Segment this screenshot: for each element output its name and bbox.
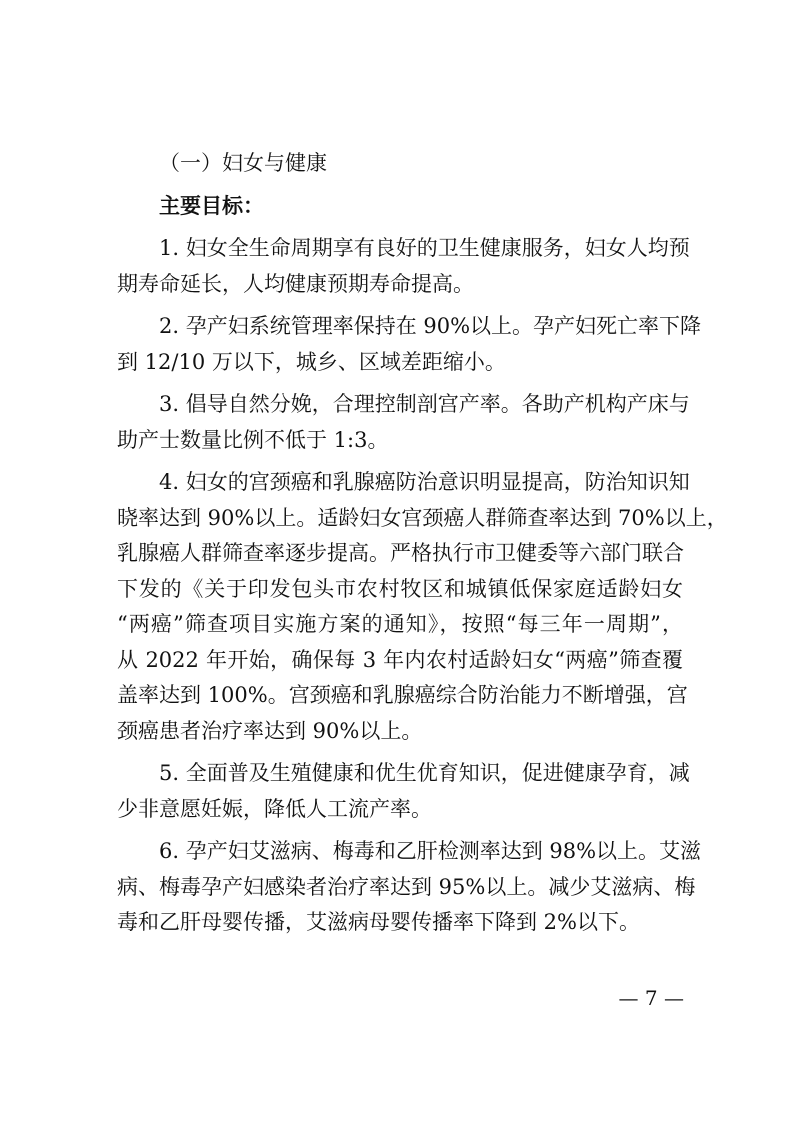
paragraph-line: 病、梅毒孕产妇感染者治疗率达到 95%以上。减少艾滋病、梅 bbox=[117, 874, 696, 899]
goal-item-2 bbox=[117, 309, 702, 380]
paragraph-line: 5. 全面普及生殖健康和优生优育知识，促进健康孕育，减 bbox=[159, 761, 690, 785]
paragraph-line: “两癌”筛查项目实施方案的通知》，按照“每三年一周期”， bbox=[117, 612, 683, 636]
goal-item-1 bbox=[117, 231, 690, 302]
page-number: — 7 — bbox=[618, 986, 684, 1010]
paragraph-line: 从 2022 年开始，确保每 3 年内农村适龄妇女“两癌”筛查覆 bbox=[117, 647, 683, 672]
paragraph-line: 到 12/10 万以下，城乡、区域差距缩小。 bbox=[117, 349, 506, 374]
paragraph-line: 下发的《关于印发包头市农村牧区和城镇低保家庭适龄妇女 bbox=[117, 576, 683, 601]
paragraph-line: 期寿命延长，人均健康预期寿命提高。 bbox=[117, 271, 474, 296]
paragraph-line: 4. 妇女的宫颈癌和乳腺癌防治意识明显提高，防治知识知 bbox=[159, 470, 690, 494]
paragraph-line: 盖率达到 100%。宫颈癌和乳腺癌综合防治能力不断增强，宫 bbox=[117, 683, 688, 707]
paragraph-line: 1. 妇女全生命周期享有良好的卫生健康服务，妇女人均预 bbox=[159, 236, 690, 260]
goal-item-6 bbox=[117, 834, 702, 941]
paragraph-line: 毒和乙肝母婴传播，艾滋病母婴传播率下降到 2%以下。 bbox=[117, 910, 640, 934]
paragraph-line: 颈癌患者治疗率达到 90%以上。 bbox=[117, 718, 423, 743]
section-subtitle: 主要目标： bbox=[159, 193, 264, 218]
paragraph-line: 3. 倡导自然分娩，合理控制剖宫产率。各助产机构产床与 bbox=[159, 392, 690, 416]
goal-item-4 bbox=[117, 465, 728, 749]
document-body bbox=[117, 146, 728, 941]
paragraph-line: 助产士数量比例不低于 1:3。 bbox=[117, 427, 389, 452]
paragraph-line: 晓率达到 90%以上。适龄妇女宫颈癌人群筛查率达到 70%以上， bbox=[117, 505, 728, 530]
paragraph-line: 6. 孕产妇艾滋病、梅毒和乙肝检测率达到 98%以上。艾滋 bbox=[159, 839, 702, 863]
paragraph-line: 少非意愿妊娠，降低人工流产率。 bbox=[117, 796, 432, 821]
goal-item-5 bbox=[117, 756, 690, 827]
goal-item-3 bbox=[117, 387, 690, 458]
section-title: （一）妇女与健康 bbox=[159, 151, 327, 175]
paragraph-line: 2. 孕产妇系统管理率保持在 90%以上。孕产妇死亡率下降 bbox=[159, 314, 702, 338]
paragraph-line: 乳腺癌人群筛查率逐步提高。严格执行市卫健委等六部门联合 bbox=[117, 541, 684, 565]
